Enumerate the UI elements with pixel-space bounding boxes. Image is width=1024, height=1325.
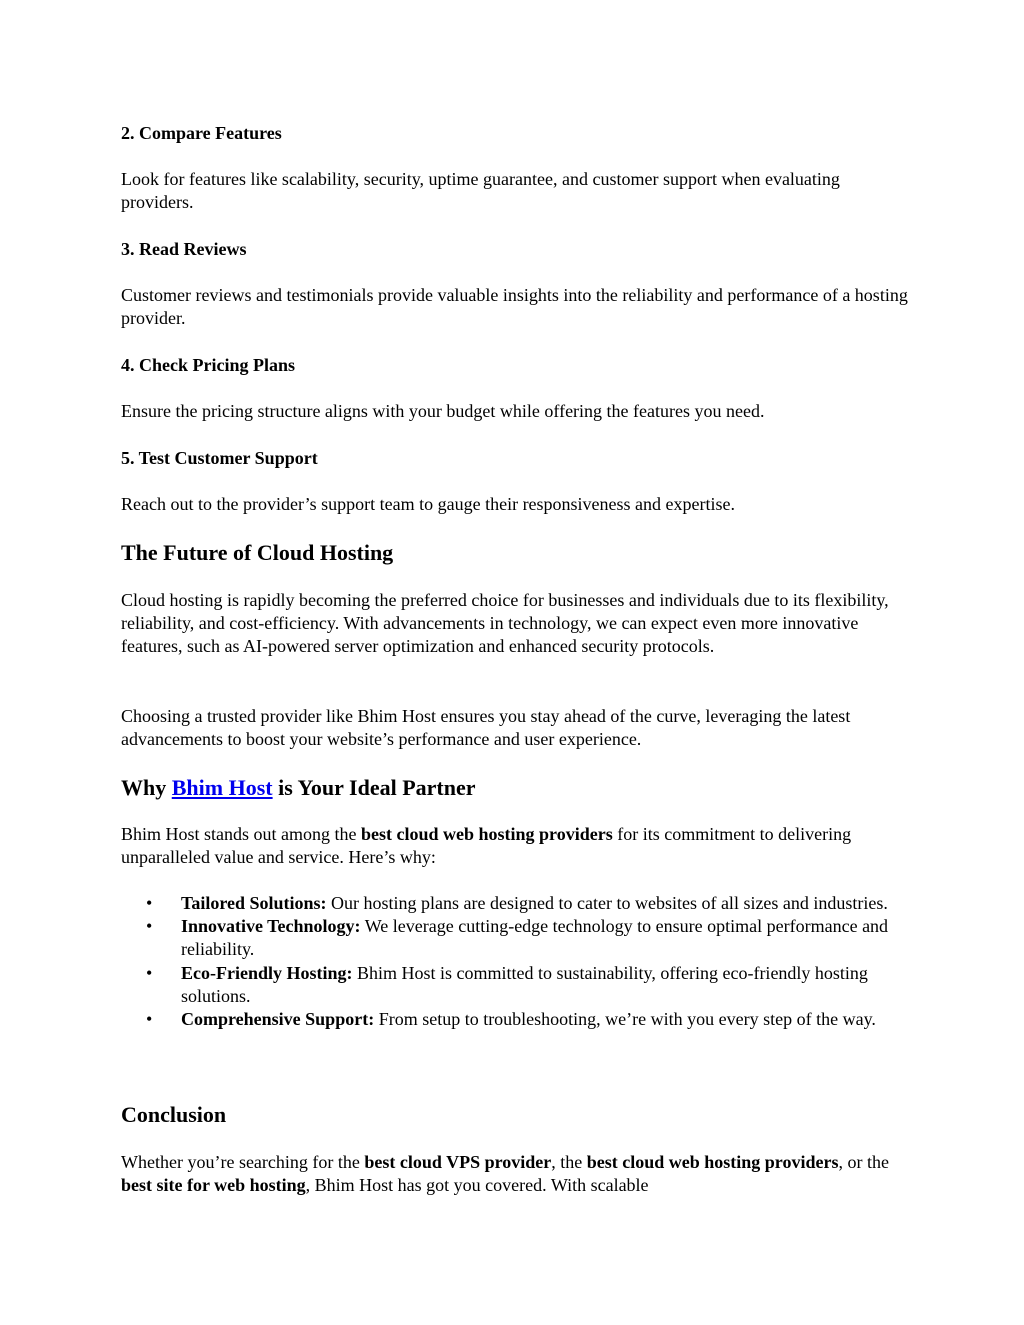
bullet-icon: • <box>146 916 153 937</box>
heading-why-bhim-host <box>121 775 476 801</box>
paragraph-test-support: Reach out to the provider’s support team to gauge their responsiveness and expertise. <box>121 494 736 514</box>
list-item <box>121 1008 911 1031</box>
list-item-text: Our hosting plans are designed to cater to websites of all sizes and industries. <box>326 893 888 913</box>
paragraph-future-1: Cloud hosting is rapidly becoming the preferred choice for businesses and individuals due to its flexibility, reliability, and cost-efficiency. With advancements in technology, we can expect even more innovative features, such as AI-powered server optimization and enhanced security protocols. <box>121 590 889 657</box>
list-item-text: We leverage cutting-edge technology to ensure optimal performance and reliability. <box>181 916 889 960</box>
heading-why-suffix: is Your Ideal Partner <box>272 775 476 800</box>
list-item-title: Innovative Technology: <box>181 916 361 937</box>
list-item-title: Comprehensive Support: <box>181 1009 375 1030</box>
bullet-icon: • <box>146 893 153 913</box>
list-item <box>121 892 911 915</box>
list-item-text: From setup to troubleshooting, we’re with you every step of the way. <box>374 1009 876 1030</box>
bullet-icon: • <box>146 962 153 983</box>
paragraph-check-pricing: Ensure the pricing structure aligns with your budget while offering the features you need. <box>121 401 765 421</box>
bold-best-site-for-web-hosting: best site for web hosting <box>121 1175 306 1196</box>
heading-test-support: 5. Test Customer Support <box>121 448 318 468</box>
heading-future-cloud-hosting: The Future of Cloud Hosting <box>121 540 394 565</box>
paragraph-why-intro: Bhim Host stands out among the best cloud web hosting providers for its commitment to delivering unparalleled value and service. Here’s why: <box>121 824 852 868</box>
heading-read-reviews: 3. Read Reviews <box>121 239 247 259</box>
features-bullet-list <box>121 892 911 1031</box>
bhim-host-link[interactable]: Bhim Host <box>171 775 273 800</box>
paragraph-conclusion: Whether you’re searching for the best cloud VPS provider, the best cloud web hosting providers, or the best site for web hosting, Bhim Host has got you covered. With scalable <box>121 1152 889 1196</box>
bold-best-cloud-web-hosting-providers: best cloud web hosting providers <box>586 1152 839 1172</box>
heading-compare-features: 2. Compare Features <box>121 123 282 143</box>
paragraph-read-reviews: Customer reviews and testimonials provide valuable insights into the reliability and performance of a hosting provider. <box>121 285 908 329</box>
list-item-title: Tailored Solutions: <box>181 893 327 913</box>
list-item <box>121 962 911 1008</box>
heading-why-prefix: Why <box>121 775 172 800</box>
list-item-text: Bhim Host is committed to sustainability, offering eco-friendly hosting solutions. <box>181 962 868 1006</box>
heading-check-pricing: 4. Check Pricing Plans <box>121 355 295 375</box>
bold-best-cloud-web-hosting: best cloud web hosting providers <box>361 824 613 844</box>
list-item <box>121 915 911 961</box>
paragraph-future-2: Choosing a trusted provider like Bhim Host ensures you stay ahead of the curve, leveraging the latest advancements to boost your website’s performance and user experience. <box>121 706 851 750</box>
heading-conclusion: Conclusion <box>121 1102 227 1127</box>
list-item-title: Eco-Friendly Hosting: <box>181 962 353 983</box>
bold-best-cloud-vps: best cloud VPS provider <box>364 1152 552 1172</box>
paragraph-compare-features: Look for features like scalability, security, uptime guarantee, and customer support when evaluating providers. <box>121 169 840 213</box>
bullet-icon: • <box>146 1009 153 1030</box>
